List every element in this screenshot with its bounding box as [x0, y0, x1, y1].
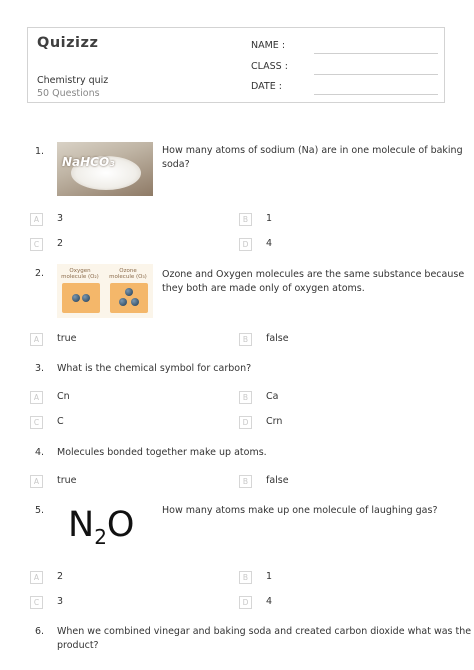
option-text: true [57, 475, 77, 486]
formula-subscript: 2 [94, 525, 107, 549]
formula-oxygen: O [106, 505, 135, 545]
option-letter: D [239, 238, 252, 251]
option-letter: D [239, 416, 252, 429]
option-text: 3 [57, 596, 64, 607]
class-field[interactable] [314, 73, 438, 75]
option-letter: B [239, 571, 252, 584]
name-field[interactable] [314, 52, 438, 54]
option-letter: A [30, 571, 43, 584]
option-letter: A [30, 333, 43, 346]
question-text-line: Ozone and Oxygen molecules are the same substance because [162, 269, 465, 280]
option-text: 4 [266, 596, 273, 607]
oxygen-atom [131, 298, 139, 306]
question-number: 2. [35, 268, 45, 279]
option-text: 2 [57, 571, 64, 582]
question-text-line: How many atoms make up one molecule of laughing gas? [162, 505, 438, 516]
quizizz-logo: Quizizz [37, 35, 99, 51]
oxygen-atom [72, 294, 80, 302]
question-number: 4. [35, 447, 45, 458]
baking-soda-image [57, 142, 153, 196]
laughing-gas-formula-image [68, 505, 135, 549]
oxygen-molecule-label: Oxygen molecule (O₂) [61, 268, 99, 280]
option-text: C [57, 416, 64, 427]
option-letter: B [239, 391, 252, 404]
question-number: 3. [35, 363, 45, 374]
class-label: CLASS : [251, 61, 288, 72]
oxygen-molecule-panel [62, 283, 100, 313]
option-text: true [57, 333, 77, 344]
option-text: 2 [57, 238, 64, 249]
question-count: 50 Questions [37, 88, 100, 99]
oxygen-atom [119, 298, 127, 306]
option-text: Crn [266, 416, 283, 427]
option-letter: C [30, 596, 43, 609]
option-letter: A [30, 475, 43, 488]
option-text: Cn [57, 391, 70, 402]
option-letter: B [239, 333, 252, 346]
option-text: 3 [57, 213, 64, 224]
formula-nitrogen: N [68, 505, 95, 545]
date-label: DATE : [251, 81, 282, 92]
option-letter: D [239, 596, 252, 609]
question-text-line: When we combined vinegar and baking soda and created carbon dioxide what was the [57, 626, 472, 637]
option-text: 1 [266, 571, 273, 582]
oxygen-atom [82, 294, 90, 302]
option-text: 1 [266, 213, 273, 224]
option-letter: A [30, 391, 43, 404]
question-number: 5. [35, 505, 45, 516]
worksheet-header [27, 27, 445, 103]
option-letter: B [239, 213, 252, 226]
option-letter: B [239, 475, 252, 488]
question-text-line: What is the chemical symbol for carbon? [57, 363, 252, 374]
option-text: false [266, 333, 289, 344]
baking-soda-formula: NaHCO₃ [62, 155, 115, 169]
option-letter: C [30, 416, 43, 429]
quiz-title: Chemistry quiz [37, 75, 109, 86]
option-letter: A [30, 213, 43, 226]
ozone-molecule-label: Ozone molecule (O₃) [109, 268, 147, 280]
question-text-line: Molecules bonded together make up atoms. [57, 447, 267, 458]
option-text: 4 [266, 238, 273, 249]
question-number: 6. [35, 626, 45, 637]
oxygen-ozone-image [57, 264, 153, 318]
question-text-line: soda? [162, 159, 190, 170]
ozone-molecule-panel [110, 283, 148, 313]
option-letter: C [30, 238, 43, 251]
question-number: 1. [35, 146, 45, 157]
question-text-line: How many atoms of sodium (Na) are in one molecule of baking [162, 145, 463, 156]
oxygen-atom [125, 288, 133, 296]
question-text-line: they both are made only of oxygen atoms. [162, 283, 365, 294]
option-text: Ca [266, 391, 279, 402]
question-text-line: product? [57, 640, 99, 651]
name-label: NAME : [251, 40, 286, 51]
date-field[interactable] [314, 93, 438, 95]
option-text: false [266, 475, 289, 486]
